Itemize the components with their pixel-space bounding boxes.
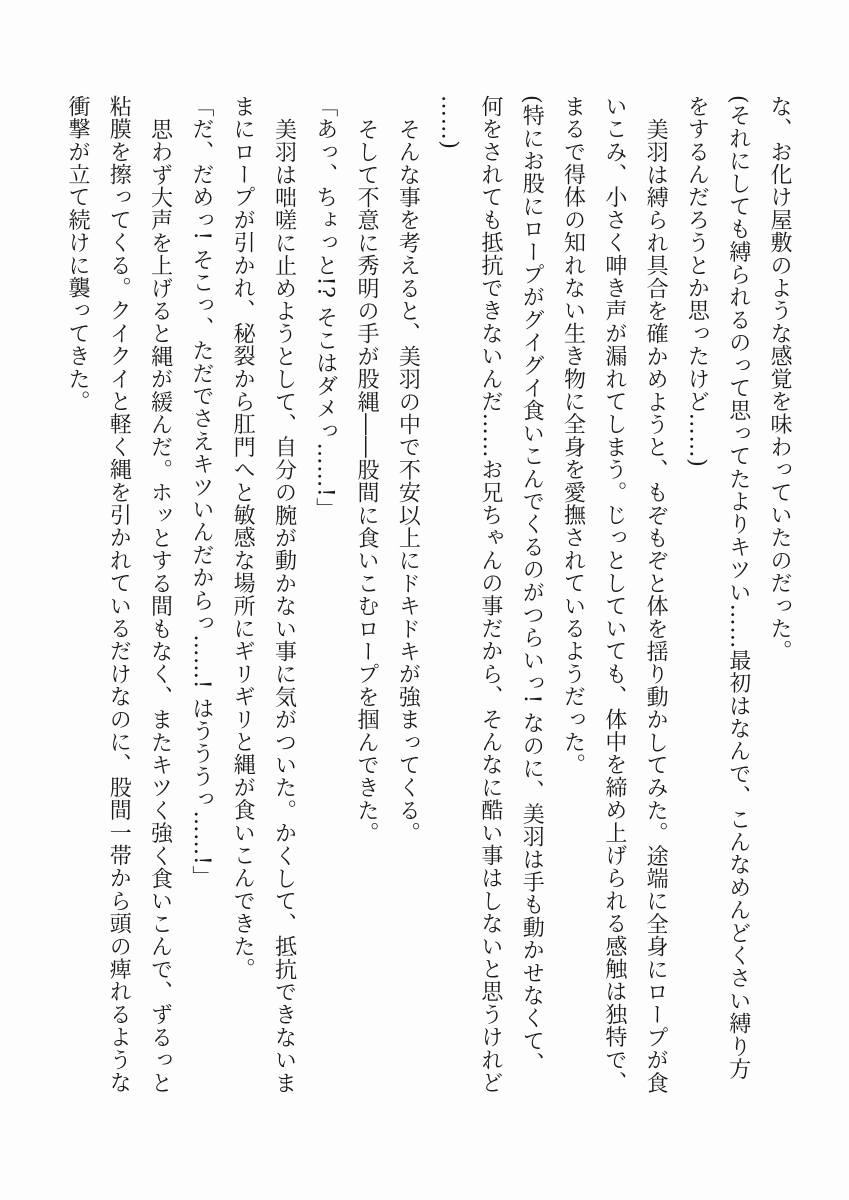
text-line: いこみ、小さく呻き声が漏れてしまう。じっとしていても、体中を締め上げられる感触は独特で、 bbox=[601, 95, 627, 1094]
text-line: まるで得体の知れない生き物に全身を愛撫されているようだった。 bbox=[560, 95, 586, 776]
text-line: 何をされても抵抗できないんだ……お兄ちゃんの事だから、そんなに酷い事はしないと思うけれど bbox=[477, 95, 503, 1094]
text-line: そんな事を考えると、美羽の中で不安以上にドキドキが強まってくる。 bbox=[395, 118, 421, 845]
text-line: (特にお股にロープがグイグイ食いこんでくるのがつらいっ! なのに、美羽は手も動かせなくて、 bbox=[519, 95, 545, 1075]
text-line: 粘膜を擦ってくる。クイクイと軽く縄を引かれているだけなのに、股間一帯から頭の痺れるような bbox=[106, 95, 132, 1094]
text-line: 美羽は咄嗟に止めようとして、自分の腕が動かない事に気がついた。かくして、抵抗できないま bbox=[271, 118, 297, 1095]
vertical-text-block bbox=[57, 95, 800, 1100]
text-line: 衝撃が立て続けに襲ってきた。 bbox=[64, 95, 90, 413]
text-line: な、お化け屋敷のような感覚を味わっていたのだった。 bbox=[767, 95, 792, 663]
text-line: 思わず大声を上げると縄が緩んだ。ホッとする間もなく、またキツく強く食いこんで、ずるっと bbox=[147, 118, 173, 1095]
text-line: まにロープが引かれ、秘裂から肛門へと敏感な場所にギリギリと縄が食いこんできた。 bbox=[230, 95, 256, 981]
text-line: 「あっ、ちょっと!? そこはダメっ……!」 bbox=[312, 95, 338, 521]
text-line: (それにしても縛られるのって思ってたよりキツい……最初はなんで、こんなめんどくさい縛り方 bbox=[725, 95, 751, 1081]
text-line: 「だ、だめっ! そこっ、ただでさえキツいんだからっ……! はうううっ……!」 bbox=[188, 95, 214, 889]
text-line: そして不意に秀明の手が股縄――股間に食いこむロープを掴んできた。 bbox=[354, 118, 380, 845]
text-line: 美羽は縛られ具合を確かめようと、もぞもぞと体を揺り動かしてみた。途端に全身にロープが食 bbox=[643, 118, 669, 1095]
text-line: ……) bbox=[436, 95, 462, 150]
text-line: をするんだろうとか思ったけど……) bbox=[684, 95, 710, 468]
